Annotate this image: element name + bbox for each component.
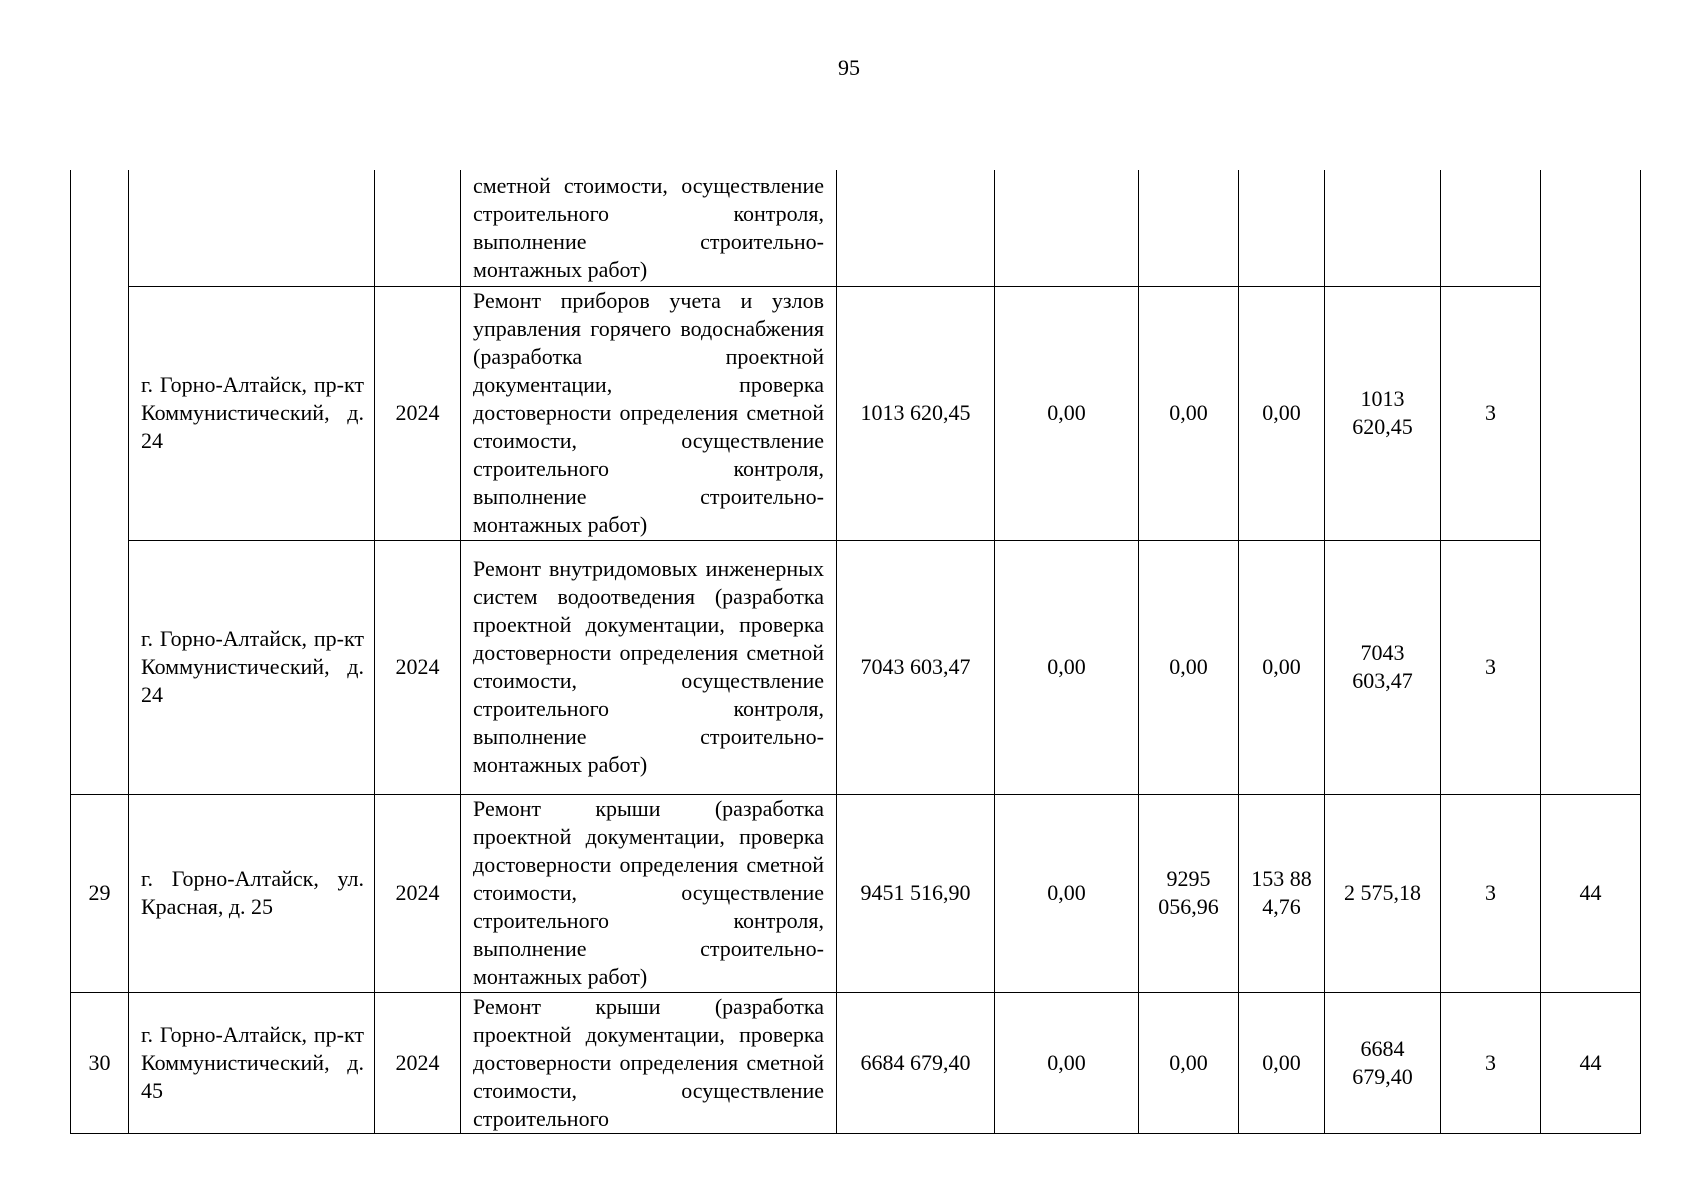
table-row <box>71 170 1641 286</box>
cost-col2-cell: 0,00 <box>1139 992 1239 1133</box>
work-description-cell: Ремонт крыши (разработка проектной документации, проверка достоверности определения сметной стоимости, осуществление строительного <box>461 992 837 1133</box>
cost-col4-cell: 2 575,18 <box>1325 794 1441 992</box>
col5-cell: 3 <box>1441 540 1541 794</box>
year-cell: 2024 <box>375 794 461 992</box>
cost-col2-cell: 9295 056,96 <box>1139 794 1239 992</box>
address-cell: г. Горно-Алтайск, ул. Красная, д. 25 <box>129 794 375 992</box>
cost-col3-cell <box>1239 170 1325 286</box>
year-cell <box>375 170 461 286</box>
cost-col4-cell: 1013 620,45 <box>1325 286 1441 540</box>
total-cost-cell: 1013 620,45 <box>837 286 995 540</box>
col6-cell <box>1541 170 1641 794</box>
year-cell: 2024 <box>375 286 461 540</box>
capital-repair-table <box>70 170 1641 1134</box>
cost-col3-cell: 0,00 <box>1239 286 1325 540</box>
cost-col1-cell: 0,00 <box>995 992 1139 1133</box>
cost-col2-cell: 0,00 <box>1139 286 1239 540</box>
col5-cell: 3 <box>1441 286 1541 540</box>
year-cell: 2024 <box>375 540 461 794</box>
col6-cell: 44 <box>1541 794 1641 992</box>
col5-cell: 3 <box>1441 794 1541 992</box>
cost-col3-cell: 153 884,76 <box>1239 794 1325 992</box>
row-number-cell: 29 <box>71 794 129 992</box>
col6-cell: 44 <box>1541 992 1641 1133</box>
row-number-cell <box>71 170 129 794</box>
cost-col1-cell: 0,00 <box>995 794 1139 992</box>
table-row <box>71 992 1641 1133</box>
cost-col2-cell <box>1139 170 1239 286</box>
row-number-cell: 30 <box>71 992 129 1133</box>
work-description-cell: Ремонт крыши (разработка проектной документации, проверка достоверности определения сметной стоимости, осуществление строительного контроля, выполнение строительно-монтажных работ) <box>461 794 837 992</box>
cost-col3-cell: 0,00 <box>1239 540 1325 794</box>
col5-cell: 3 <box>1441 992 1541 1133</box>
address-cell: г. Горно-Алтайск, пр-кт Коммунистический, д. 24 <box>129 286 375 540</box>
total-cost-cell: 7043 603,47 <box>837 540 995 794</box>
work-description-cell: Ремонт приборов учета и узлов управления горячего водоснабжения (разработка проектной документации, проверка достоверности определения сметной стоимости, осуществление строительного контроля, выполнение строительно-монтажных работ) <box>461 286 837 540</box>
cost-col4-cell <box>1325 170 1441 286</box>
total-cost-cell: 9451 516,90 <box>837 794 995 992</box>
cost-col3-cell: 0,00 <box>1239 992 1325 1133</box>
address-cell <box>129 170 375 286</box>
table-row <box>71 286 1641 540</box>
table-row <box>71 540 1641 794</box>
cost-col1-cell <box>995 170 1139 286</box>
table-row <box>71 794 1641 992</box>
year-cell: 2024 <box>375 992 461 1133</box>
cost-col2-cell: 0,00 <box>1139 540 1239 794</box>
page-number: 95 <box>838 55 860 80</box>
address-cell: г. Горно-Алтайск, пр-кт Коммунистический, д. 24 <box>129 540 375 794</box>
col5-cell <box>1441 170 1541 286</box>
work-description-cell: сметной стоимости, осуществление строительного контроля, выполнение строительно-монтажных работ) <box>461 170 837 286</box>
cost-col4-cell: 6684 679,40 <box>1325 992 1441 1133</box>
total-cost-cell: 6684 679,40 <box>837 992 995 1133</box>
address-cell: г. Горно-Алтайск, пр-кт Коммунистический, д. 45 <box>129 992 375 1133</box>
work-description-cell: Ремонт внутридомовых инженерных систем водоотведения (разработка проектной документации, проверка достоверности определения сметной стоимости, осуществление строительного контроля, выполнение строительно-монтажных работ) <box>461 540 837 794</box>
cost-col1-cell: 0,00 <box>995 540 1139 794</box>
cost-col4-cell: 7043 603,47 <box>1325 540 1441 794</box>
total-cost-cell <box>837 170 995 286</box>
cost-col1-cell: 0,00 <box>995 286 1139 540</box>
